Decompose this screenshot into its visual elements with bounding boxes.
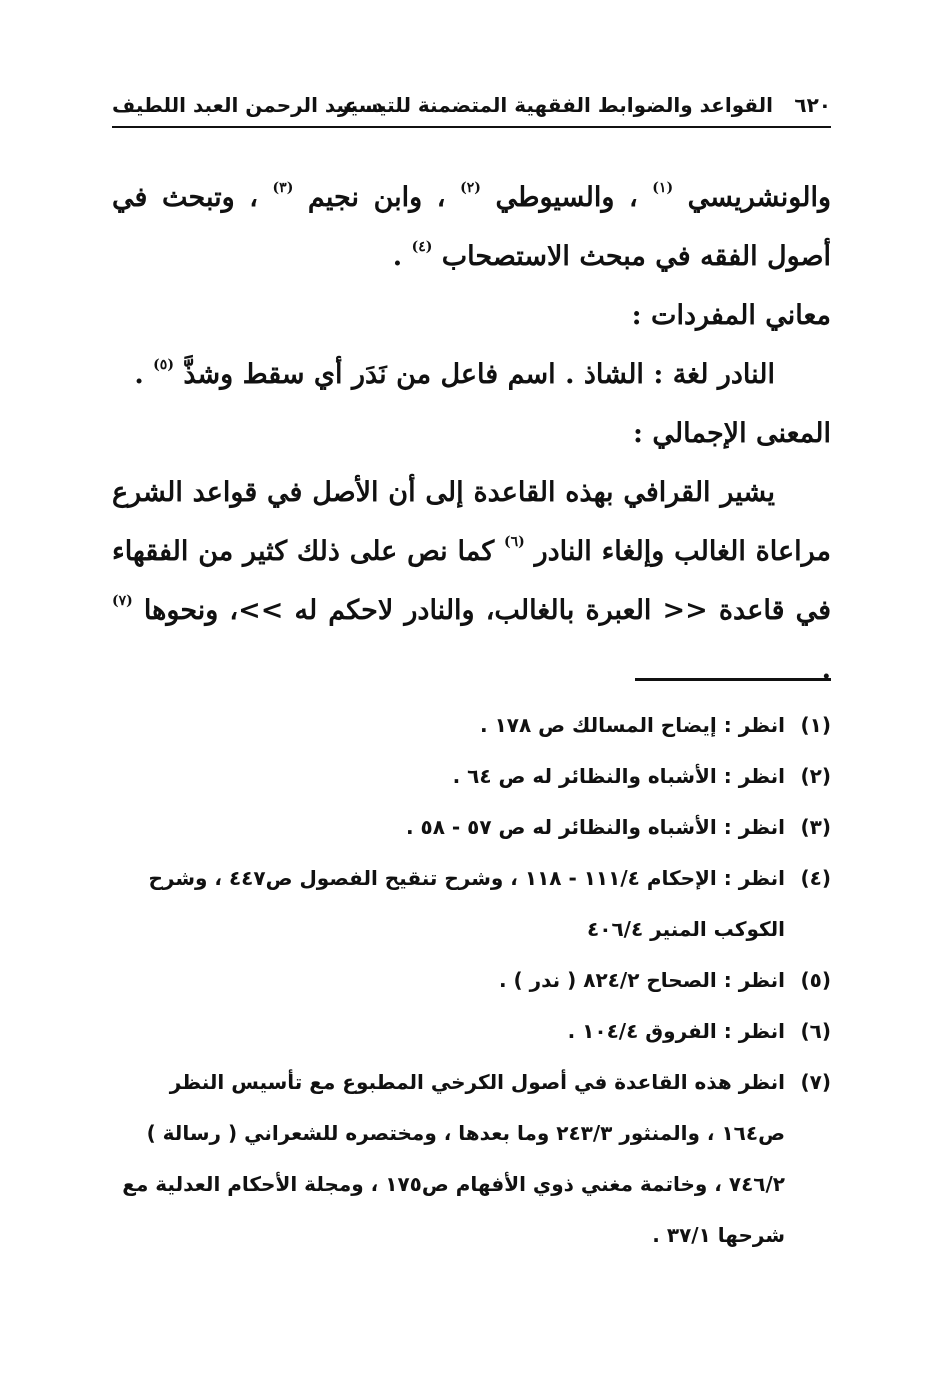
footnote-text: انظر : إيضاح المسالك ص ١٧٨ . (480, 713, 785, 737)
footnote-ref: (٦) (504, 534, 525, 550)
footnote-number: (١) (800, 713, 831, 737)
footnote-text: انظر : الفروق ١٠٤/٤ . (567, 1019, 785, 1043)
intro-paragraph (112, 168, 831, 286)
vocab-paragraph (112, 345, 831, 404)
intro-text: . (392, 241, 403, 272)
general-end: . (821, 654, 831, 685)
footnote-ref: (١) (652, 180, 674, 196)
footnote-ref: (٥) (153, 357, 174, 373)
footnote-item (108, 751, 831, 802)
footnote-number: (٧) (800, 1070, 831, 1094)
footnote-ref: (٣) (272, 180, 294, 196)
footnote-item (108, 700, 831, 751)
footnote-number: (٣) (800, 815, 831, 839)
footnote-ref: (٤) (411, 239, 433, 255)
footnotes-list (108, 700, 831, 1261)
intro-text: والونشريسي (687, 182, 831, 213)
footnote-number: (٦) (800, 1019, 831, 1043)
intro-text: ، وابن نجيم (307, 182, 446, 213)
footnote-text: انظر : الأشباه والنظائر له ص ٥٧ - ٥٨ . (405, 815, 785, 839)
header-rule (112, 126, 831, 128)
general-paragraph (112, 463, 831, 699)
intro-text: ، والسيوطي (495, 182, 638, 213)
running-header (112, 88, 831, 122)
footnote-item (108, 1057, 831, 1261)
footnote-separator (635, 678, 831, 681)
general-heading: المعنى الإجمالي : (633, 418, 831, 449)
footnote-item (108, 853, 831, 955)
footnote-text: انظر : الأشباه والنظائر له ص ٦٤ . (452, 764, 785, 788)
book-title: القواعد والضوابط الفقهية المتضمنة للتيسير (338, 93, 773, 117)
footnote-ref: (٢) (460, 180, 481, 196)
general-text: يشير القرافي بهذه القاعدة إلى أن الأصل في قواعد الشرع مراعاة الغالب وإلغاء النادر (112, 477, 831, 567)
page-number: ٦٢٠ (794, 93, 831, 117)
footnote-number: (٥) (800, 968, 831, 992)
general-text: كما نص على ذلك كثير من الفقهاء في قاعدة << العبرة بالغالب، والنادر لاحكم له >>، ونحوها (112, 536, 831, 626)
footnote-item (108, 802, 831, 853)
intro-text: ، وتبحث في أصول الفقه في مبحث الاستصحاب (112, 182, 831, 272)
author-name: د. عبد الرحمن العبد اللطيف (112, 93, 384, 117)
footnote-text: انظر : الصحاح ٨٢٤/٢ ( ندر ) . (498, 968, 785, 992)
footnote-item (108, 955, 831, 1006)
main-text (112, 168, 831, 699)
footnote-text: انظر : الإحكام ١١١/٤ - ١١٨ ، وشرح تنقيح الفصول ص٤٤٧ ، وشرح الكوكب المنير ٤٠٦/٤ (148, 866, 785, 941)
footnote-text: انظر هذه القاعدة في أصول الكرخي المطبوع مع تأسيس النظر ص١٦٤ ، والمنثور ٢٤٣/٣ وما بعدها ، ومختصره للشعراني ( رسالة ) ٧٤٦/٢ ، وخاتمة مغني ذوي الأفهام ص١٧٥ ، ومجلة الأحكام العدلية مع شرحها ٣٧/١ . (122, 1070, 785, 1247)
footnote-item (108, 1006, 831, 1057)
vocab-heading: معاني المفردات : (631, 300, 831, 331)
footnote-ref: (٧) (112, 593, 133, 609)
footnote-number: (٤) (800, 866, 831, 890)
vocab-text: النادر لغة : الشاذ . اسم فاعل من نَدَر أي سقط وشذَّ (183, 359, 775, 390)
footnote-number: (٢) (800, 764, 831, 788)
vocab-end: . (134, 359, 144, 390)
